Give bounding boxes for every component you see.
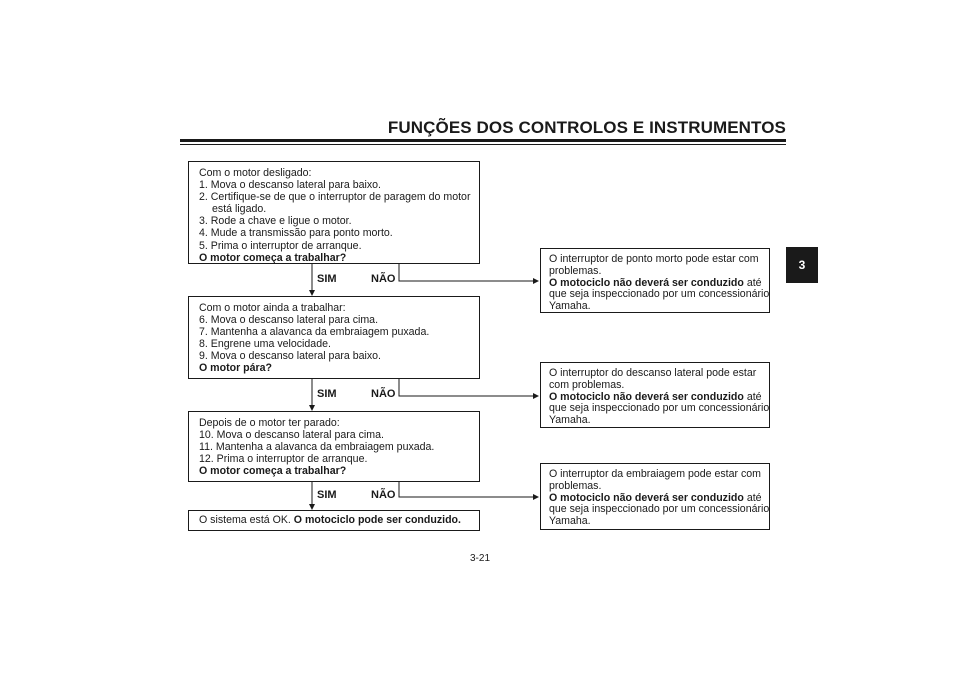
no-arrow-1 — [399, 264, 538, 281]
result-line: com problemas. — [549, 378, 625, 391]
result-line: que seja inspeccionado por um concessionário — [549, 288, 770, 301]
result-line: problemas. — [549, 264, 602, 277]
result-box-clutch-switch — [540, 463, 770, 530]
final-status-text: O sistema está OK. — [199, 514, 291, 526]
result-line: Yamaha. — [549, 414, 591, 427]
result-line: O interruptor de ponto morto pode estar com — [549, 253, 759, 265]
step-line: 2. Certifique-se de que o interruptor de paragem do motor — [199, 191, 471, 204]
result-line: Yamaha. — [549, 300, 591, 313]
no-label-1: NÃO — [371, 273, 396, 285]
step-line: 10. Mova o descanso lateral para cima. — [199, 429, 384, 442]
step-question: O motor começa a trabalhar? — [199, 465, 347, 478]
yes-label-3: SIM — [317, 489, 337, 501]
result-box-neutral-switch — [540, 248, 770, 313]
step-box-3 — [188, 411, 480, 482]
step-line: 11. Mantenha a alavanca da embraiagem puxada. — [199, 441, 435, 454]
step-line: 6. Mova o descanso lateral para cima. — [199, 314, 379, 327]
page-number: 3-21 — [469, 553, 490, 564]
yes-label-2: SIM — [317, 388, 337, 400]
result-line: até — [746, 390, 762, 403]
step-line: Com o motor desligado: — [199, 167, 312, 179]
step-box-1 — [188, 161, 480, 264]
no-label-2: NÃO — [371, 388, 396, 400]
no-arrow-3 — [399, 482, 538, 497]
step-line: 12. Prima o interruptor de arranque. — [199, 453, 368, 466]
step-line: 7. Mantenha a alavanca da embraiagem puxada. — [199, 326, 430, 339]
step-line: 1. Mova o descanso lateral para baixo. — [199, 179, 381, 192]
step-line: está ligado. — [212, 203, 267, 216]
result-line: problemas. — [549, 479, 602, 492]
step-line: 5. Prima o interruptor de arranque. — [199, 239, 362, 252]
step-line: Com o motor ainda a trabalhar: — [199, 302, 346, 314]
step-box-2 — [188, 296, 480, 379]
result-warning: O motociclo não deverá ser conduzido — [549, 276, 744, 289]
step-line: 8. Engrene uma velocidade. — [199, 338, 331, 351]
step-line: 4. Mude a transmissão para ponto morto. — [199, 227, 393, 240]
yes-label-1: SIM — [317, 273, 337, 285]
result-line: até — [746, 491, 762, 504]
step-question: O motor começa a trabalhar? — [199, 251, 347, 264]
chapter-tab: 3 — [786, 247, 818, 283]
result-line: Yamaha. — [549, 515, 591, 528]
result-line: que seja inspeccionado por um concessionário — [549, 402, 770, 415]
result-line: que seja inspeccionado por um concessionário — [549, 503, 770, 516]
step-box-final — [188, 510, 480, 531]
result-warning: O motociclo não deverá ser conduzido — [549, 491, 744, 504]
result-warning: O motociclo não deverá ser conduzido — [549, 390, 744, 403]
step-line: Depois de o motor ter parado: — [199, 417, 340, 429]
result-line: O interruptor da embraiagem pode estar com — [549, 468, 761, 480]
result-box-sidestand-switch — [540, 362, 770, 428]
page-header-title: FUNÇÕES DOS CONTROLOS E INSTRUMENTOS — [387, 118, 786, 137]
step-line: 9. Mova o descanso lateral para baixo. — [199, 350, 381, 363]
result-line: O interruptor do descanso lateral pode estar — [549, 367, 757, 379]
step-question: O motor pára? — [199, 362, 272, 375]
final-status-bold: O motociclo pode ser conduzido. — [293, 514, 461, 526]
step-line: 3. Rode a chave e ligue o motor. — [199, 215, 352, 228]
no-label-3: NÃO — [371, 489, 396, 501]
no-arrow-2 — [399, 379, 538, 396]
result-line: até — [746, 276, 762, 289]
